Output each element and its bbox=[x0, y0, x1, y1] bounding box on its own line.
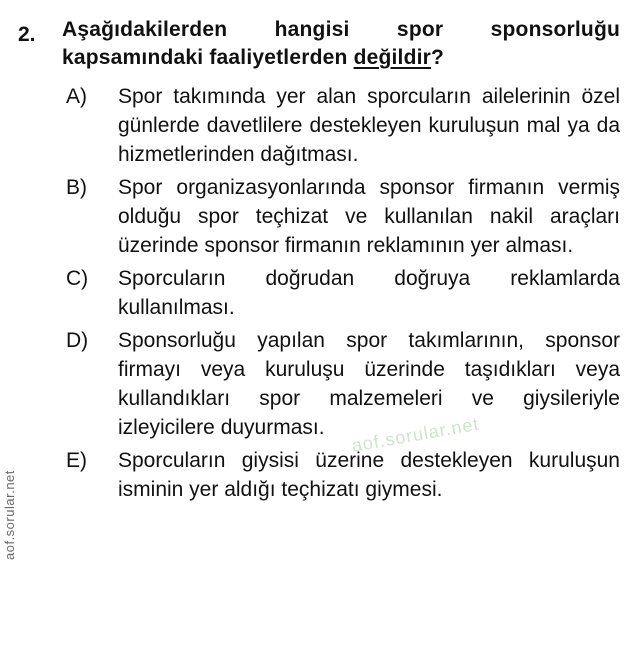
option-d[interactable] bbox=[66, 326, 620, 442]
question-text bbox=[62, 16, 620, 72]
question-number: 2. bbox=[18, 23, 36, 46]
option-text: Sporcuların giysisi üzerine destekleyen kuruluşun isminin yer aldığı teçhizatı giymesi. bbox=[118, 449, 620, 501]
side-watermark: aof.sorular.net bbox=[2, 470, 17, 560]
option-text: Sporcuların doğrudan doğruya reklamlarda kullanılması. bbox=[118, 267, 620, 319]
option-b[interactable] bbox=[66, 173, 620, 260]
option-letter: C) bbox=[66, 267, 89, 290]
question-block bbox=[18, 16, 620, 508]
question-text-before: Aşağıdakilerden hangisi spor sponsorluğu kapsamındaki faaliyetlerden bbox=[62, 18, 620, 69]
option-letter: B) bbox=[66, 176, 87, 199]
center-watermark: aof.sorular.net bbox=[350, 413, 481, 456]
option-a[interactable] bbox=[66, 82, 620, 169]
option-text: Spor organizasyonlarında sponsor firmanın vermiş olduğu spor teçhizat ve kullanılan nakil araçları üzerinde sponsor firmanın reklamının yer alması. bbox=[118, 176, 620, 257]
question-header bbox=[18, 16, 620, 72]
option-letter: D) bbox=[66, 329, 89, 352]
question-text-after: ? bbox=[431, 46, 445, 69]
question-negation-word: değildir bbox=[353, 46, 432, 69]
option-c[interactable] bbox=[66, 264, 620, 322]
option-letter: A) bbox=[66, 85, 87, 108]
answer-options bbox=[18, 82, 620, 504]
option-letter: E) bbox=[66, 449, 87, 472]
option-text: Spor takımında yer alan sporcuların ailelerinin özel günlerde davetlilere destekleyen kuruluşun mal ya da hizmetlerinden dağıtması. bbox=[118, 85, 620, 166]
option-text: Sponsorluğu yapılan spor takımlarının, sponsor firmayı veya kuruluşu üzerinde taşıdıkları veya kullandıkları spor malzemeleri ve giysileriyle izleyicilere duyurması. bbox=[118, 329, 620, 439]
option-e[interactable] bbox=[66, 446, 620, 504]
